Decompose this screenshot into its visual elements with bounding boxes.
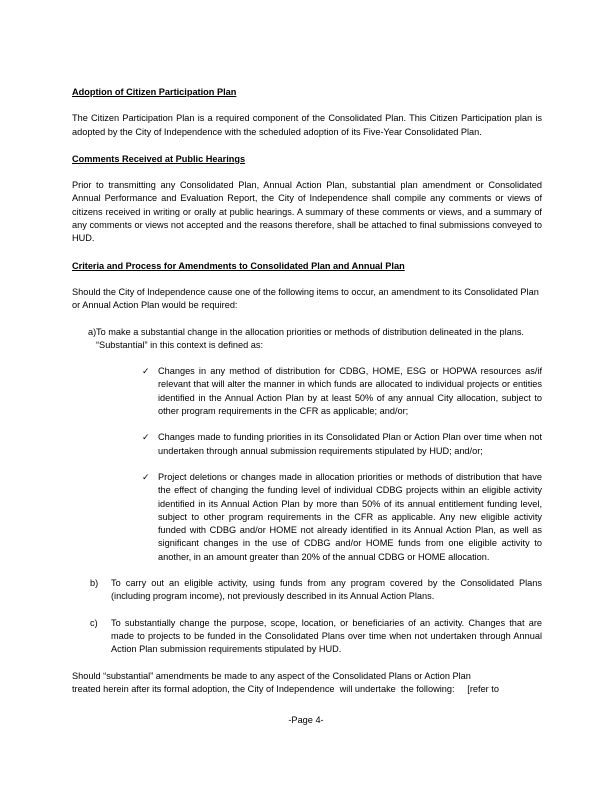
document-page: [72, 86, 542, 696]
checklist: [142, 365, 542, 564]
checklist-item: [142, 431, 542, 458]
checklist-item-text: Changes in any method of distribution for CDBG, HOME, ESG or HOPWA resources as/if relevant that will alter the manner in which funds are allocated to individual projects or entities identified in the Annual Action Plan by at least 50% of any annual City allocation, subject to other program requirements in the CFR as applicable; and/or;: [158, 366, 542, 417]
checklist-item: [142, 365, 542, 418]
closing-line-1: Should “substantial” amendments be made to any aspect of the Consolidated Plans or Action Plan: [72, 670, 471, 681]
list-item-b-text: To carry out an eligible activity, using funds from any program covered by the Consolidated Plans (including program income), not previously described in its Annual Action Plans.: [111, 578, 542, 602]
closing-line-2: treated herein after its formal adoption, the City of Independence will undertake the following: [refer to: [72, 683, 499, 694]
list-marker-b: b): [90, 578, 99, 589]
list-item-a: [89, 326, 542, 564]
list-marker-c: c): [90, 617, 98, 628]
list-marker-a: a): [88, 326, 97, 337]
criteria-heading: Criteria and Process for Amendments to Consolidated Plan and Annual Plan: [72, 260, 405, 271]
page-number: -Page 4-: [288, 715, 324, 725]
comments-paragraph: Prior to transmitting any Consolidated Plan, Annual Action Plan, substantial plan amendment or Consolidated Annual Performance and Evaluation Report, the City of Independence shall compile any comments or views of citizens received in writing or orally at public hearings. A summary of these comments or views, and a summary of any comments or views not accepted and the reasons therefore, shall be attached to final submissions conveyed to HUD.: [72, 180, 542, 244]
checkmark-icon: ✓: [142, 432, 150, 443]
list-item-b: [90, 577, 542, 604]
checklist-item-text: Project deletions or changes made in allocation priorities or methods of distribution that have the effect of changing the funding level of individual CDBG projects within an eligible activity identified in its Annual Action Plan by more than 50% of its annual entitlement funding level, subject to other program requirements in the CFR as applicable. Any new eligible activity funded with CDBG and/or HOME not already identified in its Annual Action Plan, as well as significant changes in the use of CDBG and/or HOME funds from one eligible activity to another, in an amount greater than 20% of the annual CDBG or HOME allocation.: [158, 471, 542, 562]
adoption-heading: Adoption of Citizen Participation Plan: [72, 87, 237, 97]
checklist-item: [142, 471, 542, 564]
checklist-item-text: Changes made to funding priorities in its Consolidated Plan or Action Plan over time when not undertaken through annual submission requirements stipulated by HUD; and/or;: [158, 432, 542, 456]
list-item-a-text: To make a substantial change in the allocation priorities or methods of distribution delineated in the plans. “Substantial” in this context is defined as:: [96, 326, 524, 350]
checkmark-icon: ✓: [142, 366, 150, 377]
adoption-paragraph: The Citizen Participation Plan is a required component of the Consolidated Plan. This Citizen Participation plan is adopted by the City of Independence with the scheduled adoption of its Five-Year Consolidated Plan.: [72, 113, 542, 137]
checkmark-icon: ✓: [142, 471, 150, 482]
list-item-c: [90, 617, 542, 657]
criteria-intro: Should the City of Independence cause one of the following items to occur, an amendment to its Consolidated Plan or Annual Action Plan would be required:: [72, 286, 539, 311]
list-item-c-text: To substantially change the purpose, scope, location, or beneficiaries of an activity. Changes that are made to projects to be funded in the Consolidated Plans over time when not undertaken through Annual Action Plan submission requirements stipulated by HUD.: [111, 617, 542, 655]
comments-heading: Comments Received at Public Hearings: [72, 153, 246, 164]
